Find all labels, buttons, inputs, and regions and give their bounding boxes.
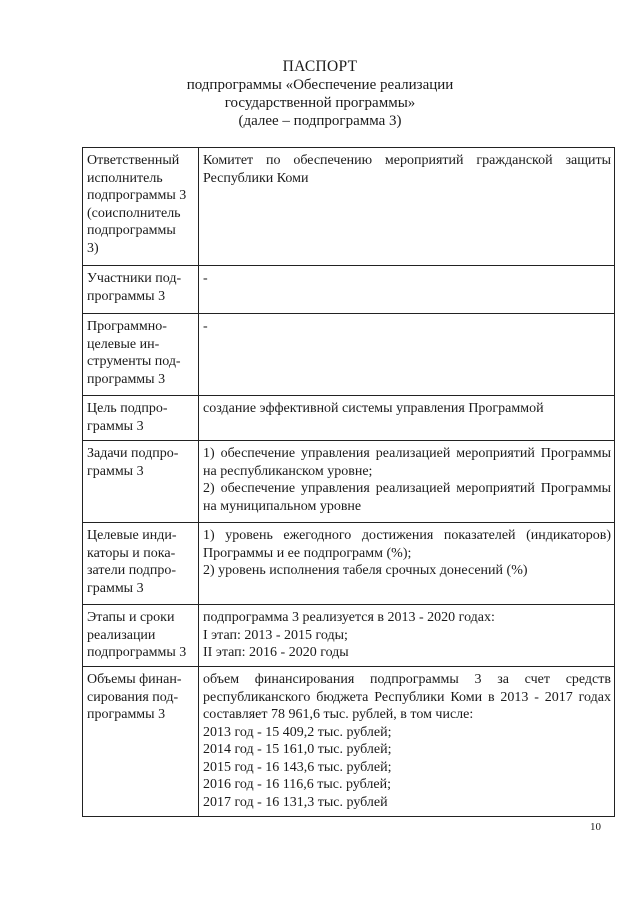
page-number: 10: [590, 821, 601, 833]
row-value: подпрограмма 3 реализуется в 2013 - 2020 годах: I этап: 2013 - 2015 годы; II этап: 2016 - 2020 годы: [199, 605, 615, 667]
row-value: объем финансирования подпрограммы 3 за счет средств республиканского бюджета Республики Коми в 2013 - 2017 годах составляет 78 961,6 тыс. рублей, в том числе: 2013 год - 15 409,2 тыс. рублей; 2014 год - 15 161,0 тыс. рублей; 2015 год - 16 143,6 тыс. рублей; 2016 год - 16 116,6 тыс. рублей; 2017 год - 16 131,3 тыс. рублей: [199, 667, 615, 817]
subtitle-line-3: (далее – подпрограмма 3): [238, 113, 402, 129]
document-title: ПАСПОРТ: [282, 58, 358, 75]
table-row-indicators: [83, 523, 615, 605]
row-value: 1) уровень ежегодного достижения показателей (индикаторов) Программы и ее подпрограмм (%); 2) уровень исполнения табеля срочных донесений (%): [199, 523, 615, 605]
row-label: Программно- целевые ин- струменты под- программы 3: [83, 314, 199, 396]
table-row-executor: [83, 148, 615, 266]
subtitle-line-1: подпрограммы «Обеспечение реализации: [186, 77, 454, 93]
row-label: Целевые инди- каторы и пока- затели подпро- граммы 3: [83, 523, 199, 605]
row-value: создание эффективной системы управления Программой: [199, 396, 615, 441]
row-label: Задачи подпро- граммы 3: [83, 441, 199, 523]
row-value: -: [199, 266, 615, 314]
document-header: [0, 58, 640, 130]
table-row-goal: [83, 396, 615, 441]
passport-table: [82, 147, 615, 817]
row-label: Ответственный исполнитель подпрограммы 3 (соисполнитель подпрограммы 3): [83, 148, 199, 266]
row-label: Цель подпро- граммы 3: [83, 396, 199, 441]
table-row-stages: [83, 605, 615, 667]
table-row-instruments: [83, 314, 615, 396]
row-label: Этапы и сроки реализации подпрограммы 3: [83, 605, 199, 667]
row-value: 1) обеспечение управления реализацией мероприятий Программы на республиканском уровне; 2) обеспечение управления реализацией мероприятий Программы на муниципальном уровне: [199, 441, 615, 523]
table-row-tasks: [83, 441, 615, 523]
row-label: Объемы финан- сирования под- программы 3: [83, 667, 199, 817]
table-row-financing: [83, 667, 615, 817]
row-label: Участники под- программы 3: [83, 266, 199, 314]
table-row-participants: [83, 266, 615, 314]
row-value: Комитет по обеспечению мероприятий гражданской защиты Республики Коми: [199, 148, 615, 266]
row-value: -: [199, 314, 615, 396]
subtitle-line-2: государственной программы»: [224, 95, 416, 111]
